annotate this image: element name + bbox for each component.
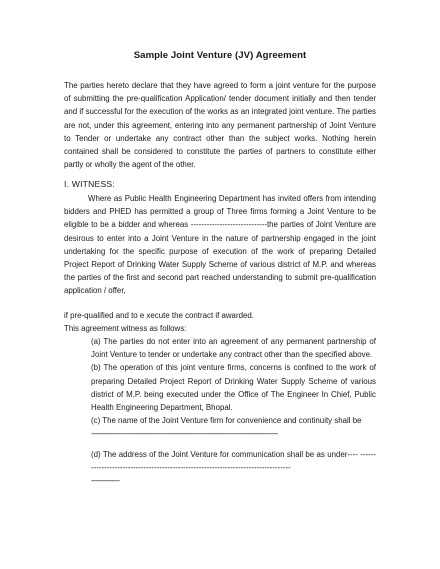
clause-d-blank-line: -------------- — [91, 476, 120, 486]
witness-paragraph-text: Where as Public Health Engineering Department has invited offers from intending bidders and PHED has permitted a group of Three firms forming a Joint Venture to be eligible to be a bidder and whereas -----------------------------the parties of Joint Venture are desirous to enter into a Joint Venture in the nature of partnership engaged in the joint undertaking for the specific purpose of execution of the work of preparing Detailed Project Report of Drinking Water Supply Scheme of various district of M.P. and whereas the parties of the first and second part reached understanding to submit pre-qualification application / offer, — [64, 194, 376, 296]
clause-list — [91, 335, 376, 487]
clause-c: (c) The name of the Joint Venture firm for convenience and continuity shall be — [91, 416, 362, 426]
clause-d: (d) The address of the Joint Venture for communication shall be as under---- ---------------------------------------------------------------------------------- — [91, 449, 376, 472]
witness-follows-line: This agreement witness as follows: — [64, 324, 187, 333]
witness-heading: I. WITNESS: — [64, 179, 115, 189]
clause-c-blank-line: -------------------------------------------------------------------------------------------- — [91, 429, 278, 439]
witness-paragraph — [64, 192, 376, 298]
prequal-line: if pre-qualified and to e xecute the contract if awarded. — [64, 311, 254, 320]
intro-paragraph: The parties hereto declare that they have agreed to form a joint venture for the purpose of submitting the pre-qualification Application/ tender document initially and then tender and if successful for the execution of the works as an integrated joint venture. The parties are not, under this agreement, entering into any permanent partnership of Joint Venture to Tender or undertake any contract other than the subject works. Nothing herein contained shall be considered to constitute the parties of partners to constitute either partly or wholly the agent of the other. — [64, 81, 376, 170]
clause-b: (b) The operation of this joint venture firms, concerns is confined to the work of preparing Detailed Project Report of Drinking Water Supply Scheme of various district of M.P. being executed under the Office of The Engineer In Chief, Public Health Engineering Department, Bhopal. — [91, 363, 376, 413]
spacer — [91, 441, 376, 448]
document-title: Sample Joint Venture (JV) Agreement — [133, 50, 307, 61]
clause-a: (a) The parties do not enter into an agreement of any permanent partnership of Joint Venture to tender or undertake any contract other than the specified above. — [91, 337, 376, 360]
